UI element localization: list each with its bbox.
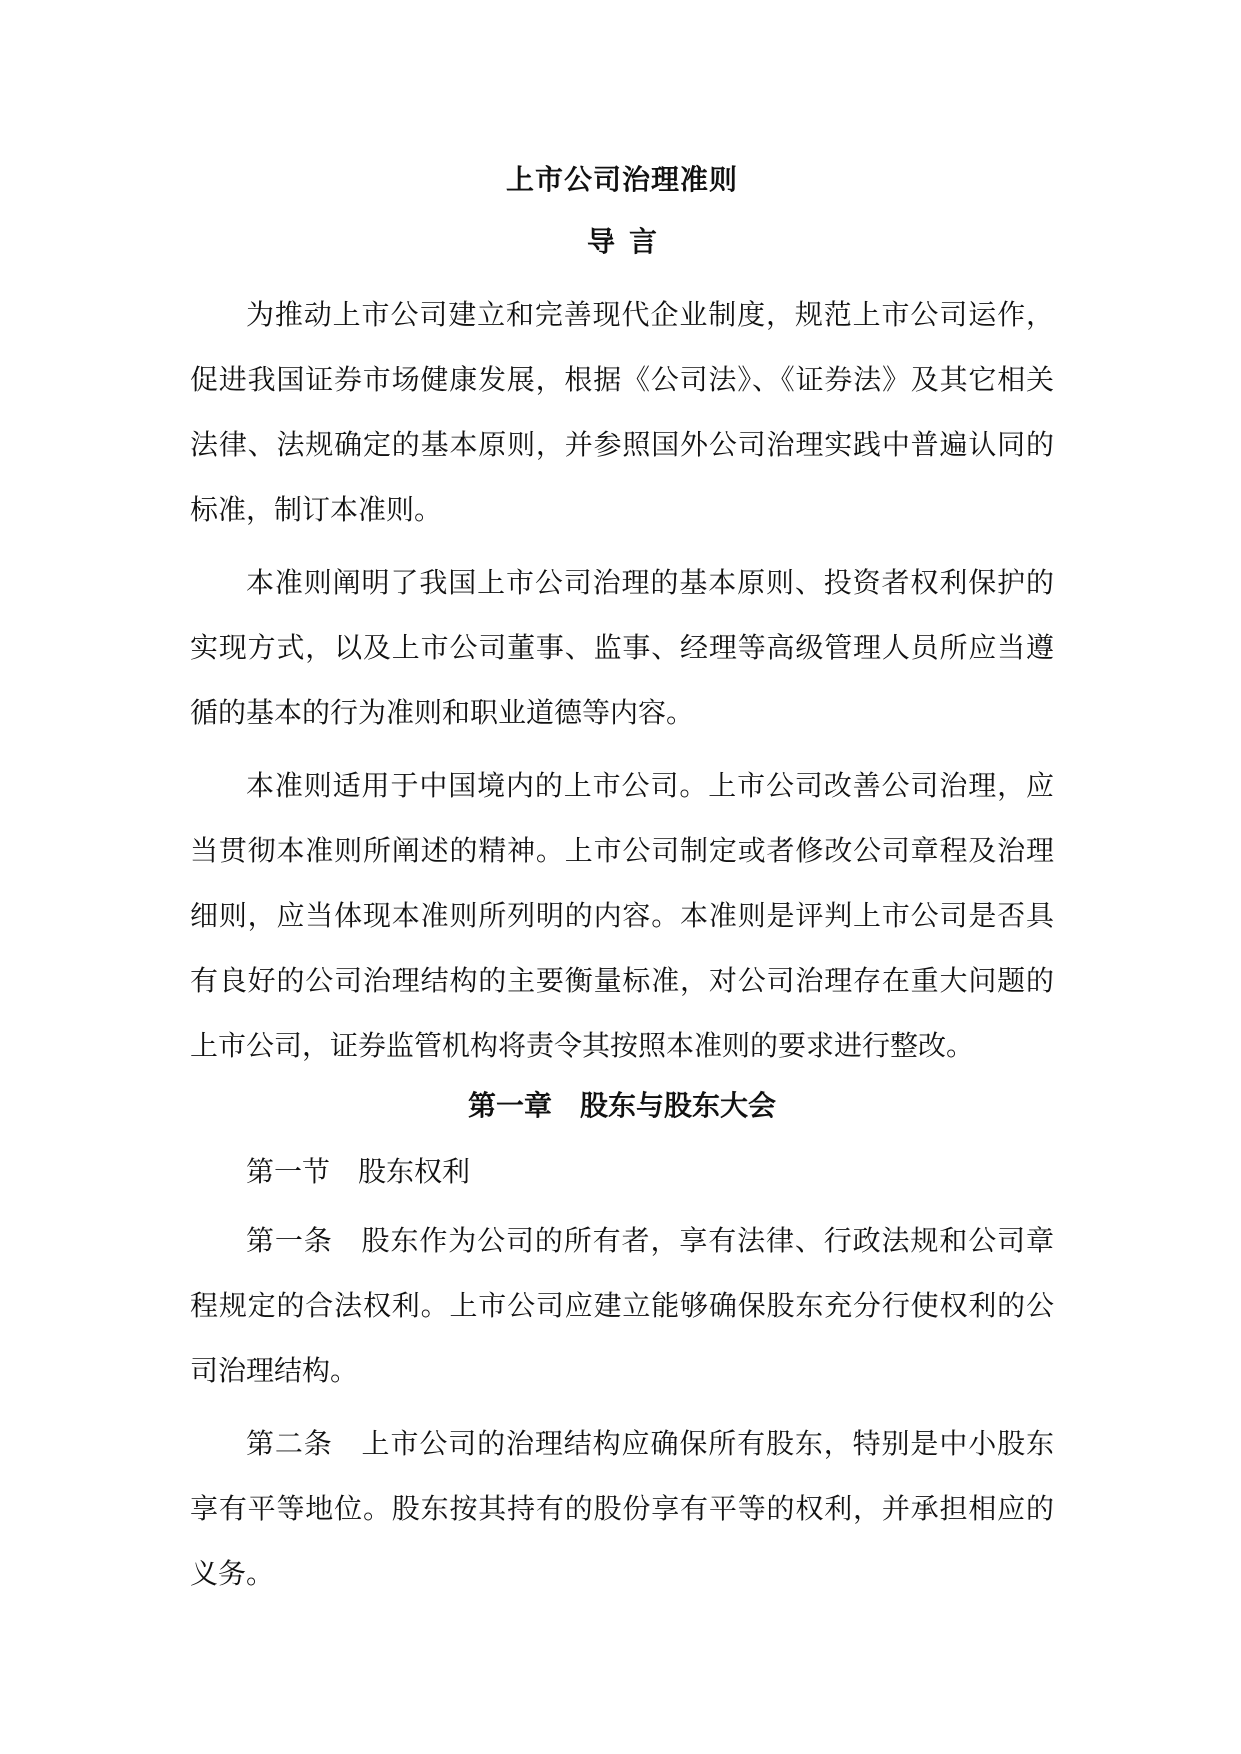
intro-paragraph-1: 为推动上市公司建立和完善现代企业制度，规范上市公司运作，促进我国证券市场健康发展，根据《公司法》、《证券法》及其它相关法律、法规确定的基本原则，并参照国外公司治理实践中普遍认同的标准，制订本准则。	[190, 298, 1054, 526]
section-number: 第一节	[246, 1155, 331, 1188]
document-body	[190, 160, 1054, 1614]
section-name: 股东权利	[358, 1155, 471, 1188]
article-2-number: 第二条	[246, 1427, 333, 1460]
article-2	[190, 1411, 1054, 1606]
chapter-number: 第一章	[467, 1089, 552, 1122]
article-1	[190, 1208, 1054, 1403]
article-2-text: 上市公司的治理结构应确保所有股东，特别是中小股东享有平等地位。股东按其持有的股份享有平等的权利，并承担相应的义务。	[190, 1427, 1054, 1590]
preface-heading: 导言	[586, 225, 671, 258]
intro-paragraph-2: 本准则阐明了我国上市公司治理的基本原则、投资者权利保护的实现方式，以及上市公司董事、监事、经理等高级管理人员所应当遵循的基本的行为准则和职业道德等内容。	[190, 566, 1054, 729]
article-1-text: 股东作为公司的所有者，享有法律、行政法规和公司章程规定的合法权利。上市公司应建立能够确保股东充分行使权利的公司治理结构。	[190, 1224, 1054, 1387]
intro-paragraph-3: 本准则适用于中国境内的上市公司。上市公司改善公司治理，应当贯彻本准则所阐述的精神。上市公司制定或者修改公司章程及治理细则，应当体现本准则所列明的内容。本准则是评判上市公司是否具有良好的公司治理结构的主要衡量标准，对公司治理存在重大问题的上市公司，证券监管机构将责令其按照本准则的要求进行整改。	[190, 769, 1054, 1062]
document-title: 上市公司治理准则	[505, 163, 738, 196]
section-heading	[190, 1144, 1054, 1200]
chapter-name: 股东与股东大会	[580, 1089, 777, 1122]
article-1-number: 第一条	[246, 1224, 333, 1257]
chapter-heading	[190, 1086, 1054, 1126]
